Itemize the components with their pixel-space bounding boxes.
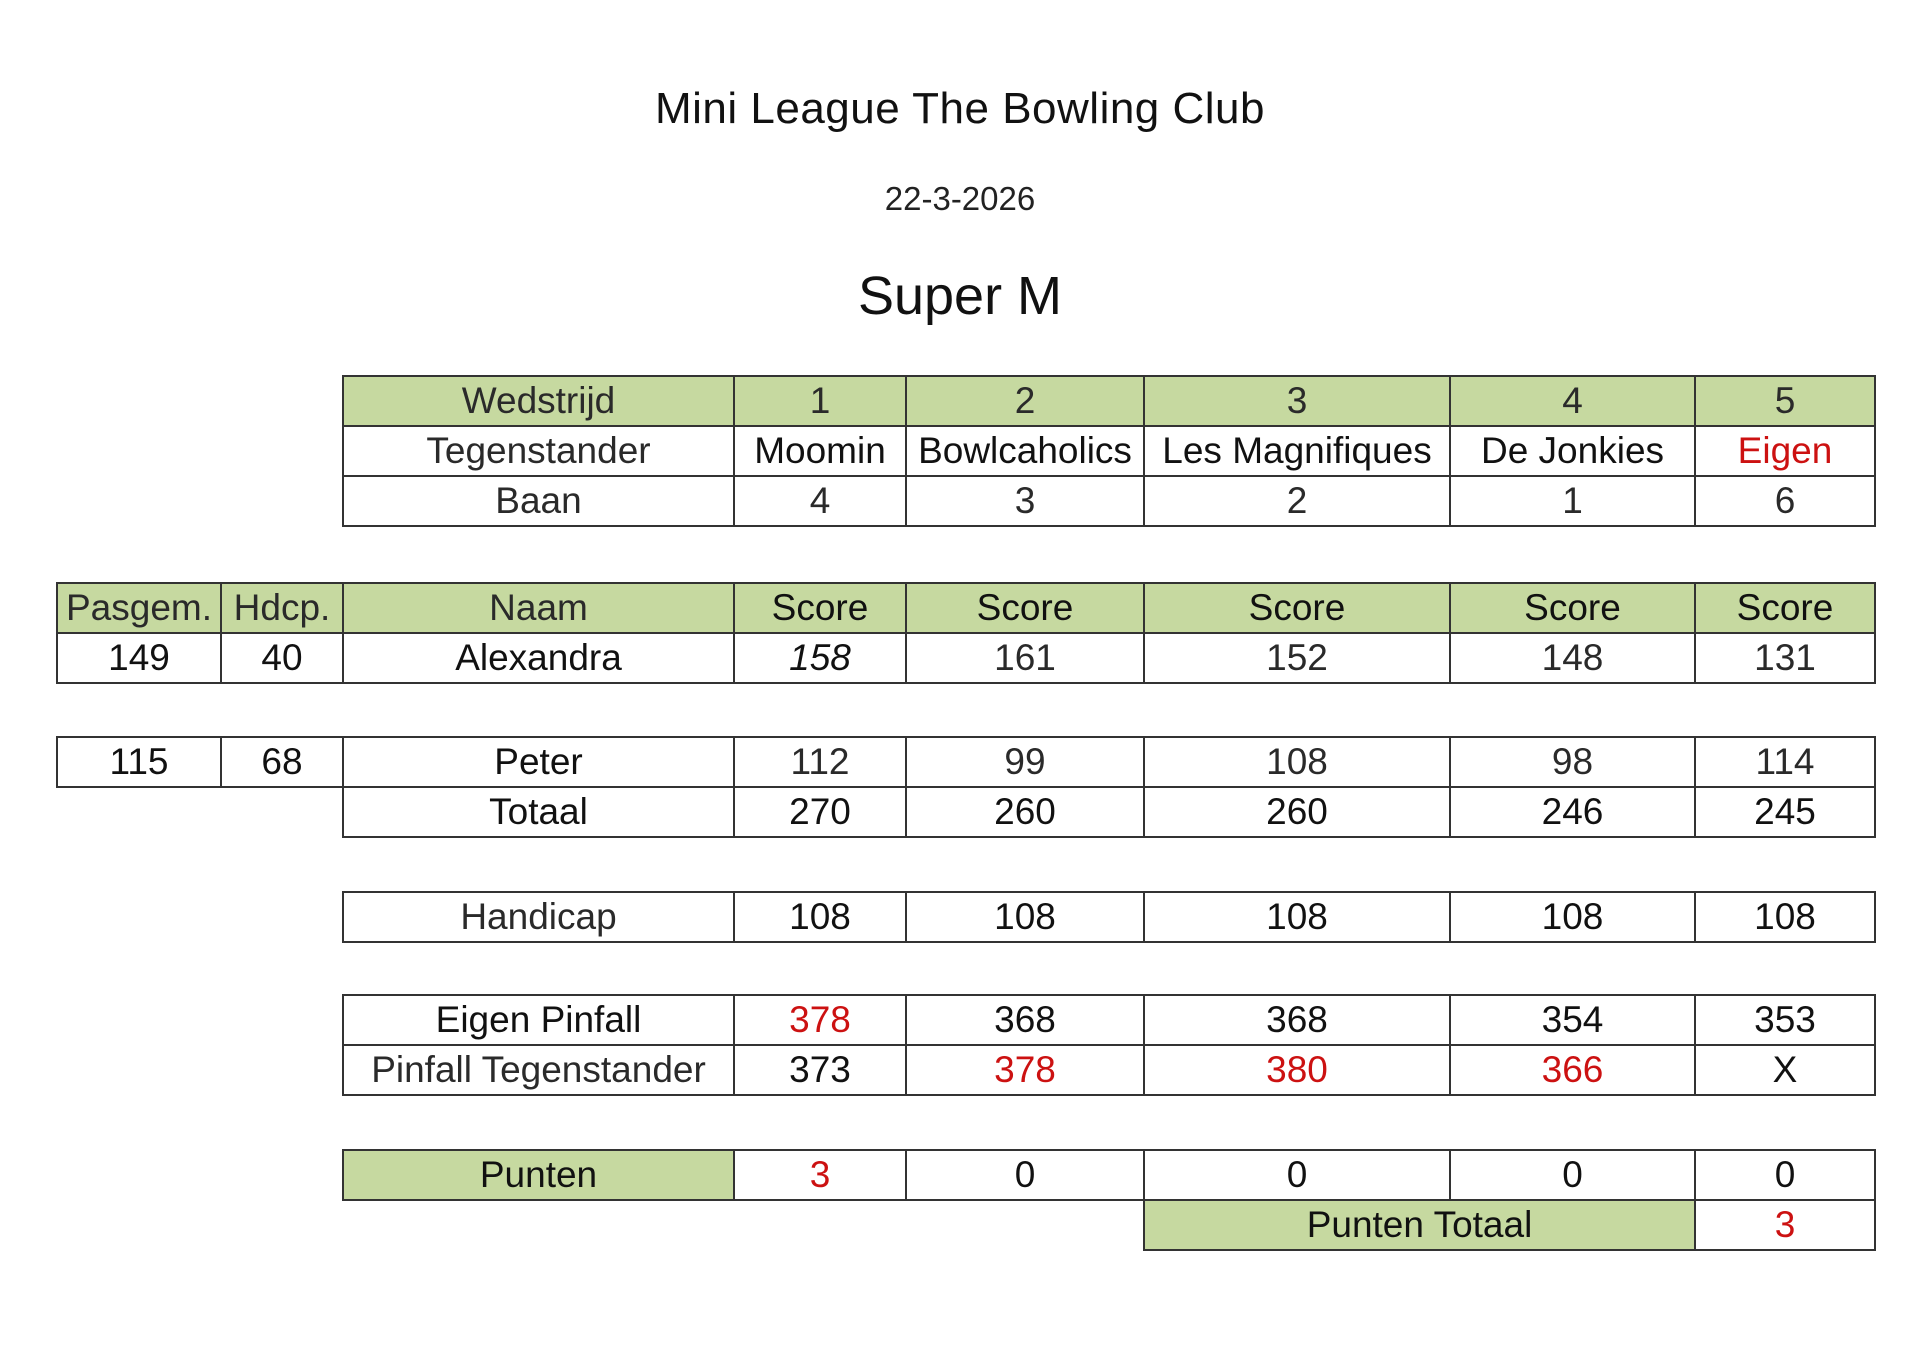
match-number-4: 4 bbox=[1450, 376, 1695, 426]
handicap-value-3: 108 bbox=[1144, 892, 1450, 942]
tegen-pinfall-label: Pinfall Tegenstander bbox=[343, 1045, 734, 1095]
tegen-pinfall-1: 373 bbox=[734, 1045, 906, 1095]
punten-value-1: 3 bbox=[734, 1150, 906, 1200]
lane-1: 4 bbox=[734, 476, 906, 526]
punten-value-4: 0 bbox=[1450, 1150, 1695, 1200]
tegen-pinfall-row bbox=[343, 1045, 1875, 1095]
player-hdcp: 40 bbox=[221, 633, 343, 683]
match-number-2: 2 bbox=[906, 376, 1144, 426]
tegenstander-row bbox=[343, 426, 1875, 476]
league-title: Mini League The Bowling Club bbox=[655, 84, 1265, 133]
handicap-label: Handicap bbox=[343, 892, 734, 942]
pinfall-table bbox=[342, 994, 1876, 1096]
handicap-row bbox=[343, 892, 1875, 942]
score-header-3: Score bbox=[1144, 583, 1450, 633]
pasgem-header: Pasgem. bbox=[57, 583, 221, 633]
lane-4: 1 bbox=[1450, 476, 1695, 526]
scores-header-row bbox=[57, 583, 1875, 633]
match-info-table bbox=[342, 375, 1876, 527]
player-score-3: 152 bbox=[1144, 633, 1450, 683]
report-date: 22-3-2026 bbox=[884, 180, 1036, 217]
opponent-4: De Jonkies bbox=[1450, 426, 1695, 476]
totaal-value-5: 245 bbox=[1695, 787, 1875, 837]
wedstrijd-row bbox=[343, 376, 1875, 426]
handicap-value-5: 108 bbox=[1695, 892, 1875, 942]
eigen-pinfall-3: 368 bbox=[1144, 995, 1450, 1045]
player-score-4: 98 bbox=[1450, 737, 1695, 787]
tegen-pinfall-4: 366 bbox=[1450, 1045, 1695, 1095]
totaal-row bbox=[57, 787, 1875, 837]
punten-value-3: 0 bbox=[1144, 1150, 1450, 1200]
lane-2: 3 bbox=[906, 476, 1144, 526]
player2-table bbox=[56, 736, 1876, 838]
opponent-3: Les Magnifiques bbox=[1144, 426, 1450, 476]
eigen-pinfall-4: 354 bbox=[1450, 995, 1695, 1045]
totaal-label: Totaal bbox=[343, 787, 734, 837]
lane-3: 2 bbox=[1144, 476, 1450, 526]
player-score-2: 161 bbox=[906, 633, 1144, 683]
punten-label: Punten bbox=[343, 1150, 734, 1200]
scores-table bbox=[56, 582, 1876, 684]
opponent-2: Bowlcaholics bbox=[906, 426, 1144, 476]
eigen-pinfall-2: 368 bbox=[906, 995, 1144, 1045]
handicap-table bbox=[342, 891, 1876, 943]
tegen-pinfall-5: X bbox=[1695, 1045, 1875, 1095]
punten-totaal-label: Punten Totaal bbox=[1144, 1200, 1695, 1250]
opponent-5: Eigen bbox=[1695, 426, 1875, 476]
eigen-pinfall-1: 378 bbox=[734, 995, 906, 1045]
baan-label: Baan bbox=[343, 476, 734, 526]
naam-header: Naam bbox=[343, 583, 734, 633]
tegenstander-label: Tegenstander bbox=[343, 426, 734, 476]
eigen-pinfall-label: Eigen Pinfall bbox=[343, 995, 734, 1045]
player-score-5: 114 bbox=[1695, 737, 1875, 787]
wedstrijd-label: Wedstrijd bbox=[343, 376, 734, 426]
score-header-2: Score bbox=[906, 583, 1144, 633]
player-hdcp: 68 bbox=[221, 737, 343, 787]
score-header-4: Score bbox=[1450, 583, 1695, 633]
punten-table bbox=[342, 1149, 1876, 1251]
player-score-3: 108 bbox=[1144, 737, 1450, 787]
player-score-2: 99 bbox=[906, 737, 1144, 787]
handicap-value-2: 108 bbox=[906, 892, 1144, 942]
match-number-3: 3 bbox=[1144, 376, 1450, 426]
punten-totaal-value: 3 bbox=[1695, 1200, 1875, 1250]
punten-value-5: 0 bbox=[1695, 1150, 1875, 1200]
team-name: Super M bbox=[857, 266, 1063, 326]
lane-5: 6 bbox=[1695, 476, 1875, 526]
handicap-value-1: 108 bbox=[734, 892, 906, 942]
player-pasgem: 115 bbox=[57, 737, 221, 787]
player-name: Alexandra bbox=[343, 633, 734, 683]
player-score-4: 148 bbox=[1450, 633, 1695, 683]
player-score-1: 158 bbox=[734, 633, 906, 683]
match-number-5: 5 bbox=[1695, 376, 1875, 426]
player-name: Peter bbox=[343, 737, 734, 787]
baan-row bbox=[343, 476, 1875, 526]
punten-row bbox=[343, 1150, 1875, 1200]
handicap-value-4: 108 bbox=[1450, 892, 1695, 942]
totaal-value-3: 260 bbox=[1144, 787, 1450, 837]
player-row-peter bbox=[57, 737, 1875, 787]
punten-value-2: 0 bbox=[906, 1150, 1144, 1200]
tegen-pinfall-3: 380 bbox=[1144, 1045, 1450, 1095]
hdcp-header: Hdcp. bbox=[221, 583, 343, 633]
totaal-value-4: 246 bbox=[1450, 787, 1695, 837]
eigen-pinfall-row bbox=[343, 995, 1875, 1045]
score-header-5: Score bbox=[1695, 583, 1875, 633]
player-pasgem: 149 bbox=[57, 633, 221, 683]
player-row-alexandra bbox=[57, 633, 1875, 683]
totaal-value-2: 260 bbox=[906, 787, 1144, 837]
punten-totaal-row bbox=[343, 1200, 1875, 1250]
totaal-value-1: 270 bbox=[734, 787, 906, 837]
player-score-1: 112 bbox=[734, 737, 906, 787]
score-header-1: Score bbox=[734, 583, 906, 633]
eigen-pinfall-5: 353 bbox=[1695, 995, 1875, 1045]
player-score-5: 131 bbox=[1695, 633, 1875, 683]
match-number-1: 1 bbox=[734, 376, 906, 426]
tegen-pinfall-2: 378 bbox=[906, 1045, 1144, 1095]
opponent-1: Moomin bbox=[734, 426, 906, 476]
